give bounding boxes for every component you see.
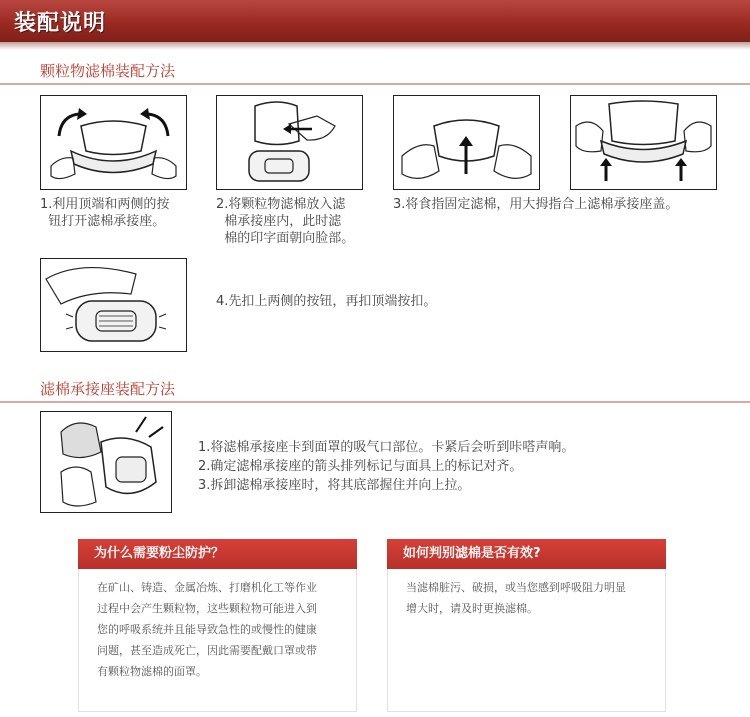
card1-line2: 过程中会产生颗粒物，这些颗粒物可能进入到 <box>97 602 317 615</box>
step3b-illustration <box>570 95 717 190</box>
card2-line1: 当滤棉脏污、破损，或当您感到呼吸阻力明显 <box>406 581 626 594</box>
open-holder-illustration <box>41 96 186 189</box>
snap-buttons-illustration <box>41 259 186 351</box>
holder-steps-text <box>198 438 738 495</box>
step2-line1: 2.将颗粒物滤棉放入滤 <box>216 197 346 212</box>
insert-filter-illustration <box>217 96 362 189</box>
card2-line2: 增大时，请及时更换滤棉。 <box>406 602 538 615</box>
section-title-holder-assembly: 滤棉承接座装配方法 <box>40 380 176 398</box>
holder-step3: 3.拆卸滤棉承接座时，将其底部握住并向上拉。 <box>198 478 471 493</box>
mask-holder-illustration <box>41 412 171 512</box>
card-filter-check-header: 如何判别滤棉是否有效? <box>387 539 666 569</box>
banner-shadow <box>0 42 750 50</box>
step3-illustration <box>393 95 540 190</box>
step1-illustration <box>40 95 187 190</box>
page-title: 装配说明 <box>14 11 107 36</box>
card-dust-protection-header: 为什么需要粉尘防护？ <box>78 539 357 569</box>
card1-line5: 有颗粒物滤棉的面罩。 <box>97 665 207 678</box>
close-holder-illustration <box>394 96 539 189</box>
card1-line4: 问题，甚至造成死亡，因此需要配戴口罩或带 <box>97 644 317 657</box>
step1-line1: 1.利用顶端和两侧的按 <box>40 197 170 212</box>
holder-step2: 2.确定滤棉承接座的箭头排列标记与面具上的标记对齐。 <box>198 459 523 474</box>
step2-text <box>216 196 386 247</box>
step4-illustration <box>40 258 187 352</box>
card1-line1: 在矿山、铸造、金属冶炼、打磨机化工等作业 <box>97 581 317 594</box>
thumb-press-illustration <box>571 96 716 189</box>
header-banner <box>0 0 750 42</box>
card1-line3: 您的呼吸系统并且能导致急性的或慢性的健康 <box>97 623 317 636</box>
step4-text: 4.先扣上两侧的按钮，再扣顶端按扣。 <box>216 294 437 309</box>
holder-illustration <box>40 411 172 513</box>
step3-text: 3.将食指固定滤棉，用大拇指合上滤棉承接座盖。 <box>393 197 679 212</box>
step2-line2: 棉承接座内，此时滤 <box>216 214 342 229</box>
card-dust-protection-body <box>78 569 357 712</box>
card-filter-check-body <box>387 569 666 712</box>
section-divider <box>0 401 750 403</box>
step1-text <box>40 196 200 230</box>
step2-line3: 棉的印字面朝向脸部。 <box>216 231 355 246</box>
step1-line2: 钮打开滤棉承接座。 <box>40 214 166 229</box>
step2-illustration <box>216 95 363 190</box>
section-divider <box>0 83 750 85</box>
holder-step1: 1.将滤棉承接座卡到面罩的吸气口部位。卡紧后会听到咔嗒声响。 <box>198 440 575 455</box>
section-title-filter-assembly: 颗粒物滤棉装配方法 <box>40 62 176 80</box>
